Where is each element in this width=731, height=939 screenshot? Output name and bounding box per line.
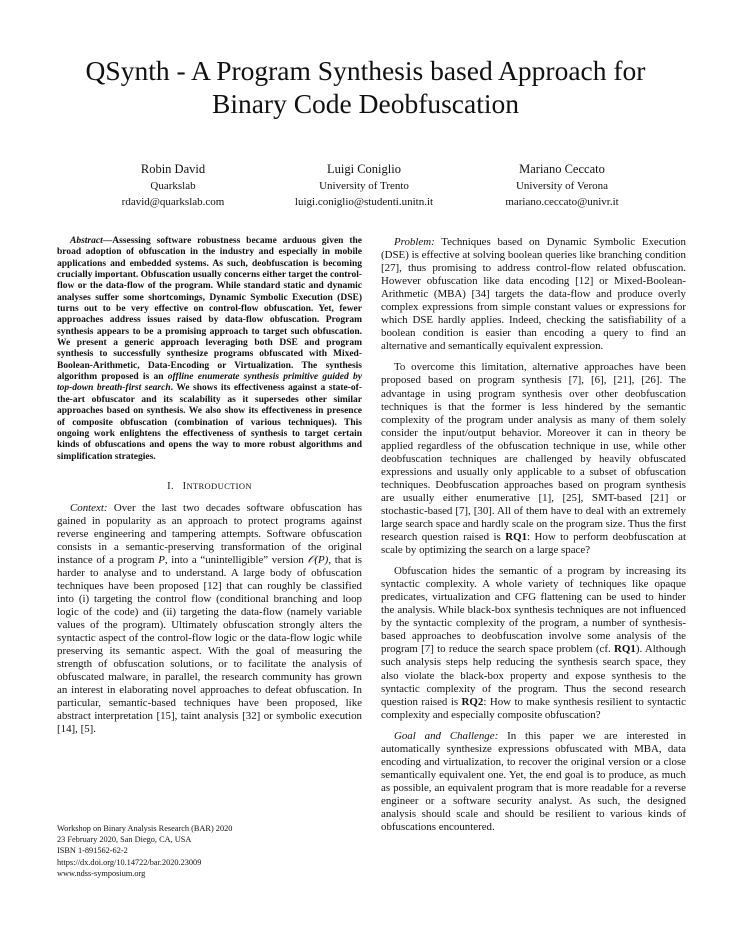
obfuscation-operator: 𝒪(P)	[307, 553, 329, 566]
author-affiliation: Quarkslab	[150, 180, 196, 192]
problem-heading: Problem:	[394, 236, 435, 248]
author-name: Mariano Ceccato	[519, 162, 605, 176]
hides-paragraph	[381, 565, 686, 722]
title-line-1: QSynth - A Program Synthesis based Approach for	[85, 55, 646, 86]
left-column	[57, 236, 362, 737]
footnote-line: ISBN 1-891562-62-2	[57, 846, 128, 856]
author-email: luigi.coniglio@studenti.unitn.it	[294, 195, 434, 208]
overcome-paragraph	[381, 361, 686, 557]
abstract-text-2: . We shows its effectiveness against a state-of-the-art obfuscator and its scalability as it supersedes other similar approaches based on synthesis. We also show its effectiveness in presence of composite obfuscation (combination of various techniques). This ongoing work enlightens the effectiveness of synthesis to target certain kinds of obfuscations and opens the way to more robust algorithms and simplification strategies.	[57, 383, 363, 462]
program-variable: P	[158, 553, 165, 566]
abstract-text-1: Assessing software robustness became arduous given the broad adoption of obfuscation in the industry and especially in mobile applications and embedded systems. As such, deobfuscation is becoming crucially important. Obfuscation usually concerns either target the control-flow or the data-flow of the program. While standard static and dynamic analyses suffer some shortcomings, Dynamic Symbolic Execution (DSE) turns out to be very effective on control-flow obfuscation. Yet, fewer approaches address issues raised by data-flow obfuscation. Program synthesis appears to be a promising approach to target such obfuscation. We present a generic approach leveraging both DSE and program synthesis to successfully synthesize programs obfuscated with Mixed-Boolean-Arithmetic, Data-Encoding or Virtualization. The synthesis algorithm proposed is an	[57, 236, 362, 383]
hides-text-3: : How to make synthesis resilient to syntactic complexity and especially composite obfuscation?	[381, 695, 686, 721]
rq2-label: RQ2	[461, 695, 484, 708]
abstract-dash: —	[102, 236, 113, 246]
section-initial: I	[182, 480, 187, 492]
intro-context-paragraph	[57, 502, 362, 737]
problem-paragraph	[381, 236, 686, 353]
venue-footnote	[57, 823, 357, 879]
overcome-text-1: To overcome this limitation, alternative approaches have been proposed based on program synthesis [7], [6], [21], [26]. The advantage in using program synthesis over other deobfuscation techniques is that the former is less hindered by the semantic complexity of the program under analysis as many of them solely consider the input/output behavior. Moreover it can in theory be applied regardless of the obfuscation technique in use, while other deobfuscation techniques are challenged by heavily obfuscated expressions and usually only applicable to a subset of obfuscation techniques. Deobfuscation approaches based on program synthesis are usually either enumerative [1], [25], SMT-based [21] or stochastic-based [7], [30]. All of them have to deal with an extremely large search space and hardly scale on the program size. Thus the first research question raised is	[381, 361, 686, 544]
footnote-line: Workshop on Binary Analysis Research (BAR) 2020	[57, 824, 233, 833]
footnote-website-link[interactable]: www.ndss-symposium.org	[57, 868, 146, 878]
goal-paragraph	[381, 730, 686, 834]
title-line-2: Binary Code Deobfuscation	[211, 88, 519, 119]
context-text-1: Over the last two decades software obfuscation has gained in popularity as an approach to protect programs against reverse engineering and tampering attempts. Software obfuscation consists in a semantic-preserving transformation of the original instance of a program	[57, 501, 362, 566]
author-affiliation: University of Verona	[515, 180, 609, 192]
footnote-line: 23 February 2020, San Diego, CA, USA	[57, 835, 192, 845]
context-heading: Context:	[70, 501, 108, 514]
hides-text-1: Obfuscation hides the semantic of a program by increasing its syntactic complexity. A whole variety of techniques like opaque predicates, virtualization and CFG flattening can be used to hinder the analysis. While black-box synthesis techniques are not influenced by the syntactic complexity of the program, a number of synthesis-based approaches to deobfuscation involve some analysis of the program [7] to reduce the search space problem (cf.	[381, 565, 686, 656]
goal-heading: Goal and Challenge:	[394, 729, 499, 742]
author-email: mariano.ceccato@univr.it	[505, 195, 619, 208]
right-column	[381, 236, 686, 834]
overcome-text-2: : How to perform deobfuscation at scale by optimizing the search on a large space?	[381, 531, 686, 557]
hides-text-2: ). Although such analysis steps help reducing the synthesis search space, they also violate the black-box property and expose synthesis to the syntactic complexity of the program. Thus the second research question raised is	[381, 643, 686, 708]
section-rest: NTRODUCTION	[186, 480, 252, 491]
problem-text: Techniques based on Dynamic Symbolic Execution (DSE) is effective at solving boolean queries like branching condition [27], thus promising to address control-flow related obfuscation. However obfuscation like data encoding [12] or Mixed-Boolean-Arithmetic (MBA) [34] targets the data-flow and produce overly complex expressions from simple constant values or expressions for which DSE hardly applies. Indeed, checking the satisfiability of a boolean condition is easier than encoding a query to find an alternative and semantically equivalent expression.	[381, 236, 686, 353]
paper-title	[40, 54, 691, 120]
footnote-doi-link[interactable]: https://dx.doi.org/10.14722/bar.2020.23009	[57, 857, 202, 867]
section-numeral: I.	[167, 480, 174, 492]
author-2	[254, 161, 474, 210]
rq1-reference: RQ1	[614, 643, 636, 656]
author-email: rdavid@quarkslab.com	[121, 195, 225, 208]
rq1-label: RQ1	[505, 531, 528, 544]
section-heading-introduction	[57, 480, 362, 494]
context-text-2: , into a “unintelligible” version	[164, 553, 308, 566]
abstract-emphasis: offline enumerate synthesis primitive guided by top-down breath-first search	[57, 372, 362, 394]
abstract	[57, 236, 362, 463]
author-name: Luigi Coniglio	[327, 162, 401, 176]
author-1	[63, 161, 283, 210]
author-3	[452, 161, 672, 210]
goal-text: In this paper we are interested in automatically synthesize expressions obfuscated with MBA, data encoding and virtualization, to recover the original version or a close semantically equivalent one. Yet, the end goal is to produce, as much as possible, an equivalent program that is more readable for a reverse engineer or a software security analyst. As such, the designed analysis should scale and should be resilient to various kinds of obfuscations encountered.	[381, 729, 686, 834]
author-affiliation: University of Trento	[319, 180, 409, 192]
author-name: Robin David	[140, 162, 206, 176]
context-text-3: , that is harder to analyse and to understand. A large body of obfuscation techniques have been proposed [12] that can roughly be classified into (i) targeting the control flow (conditional branching and loop logic of the code) and (ii) targeting the data-flow (namely variable values of the program). Ultimately obfuscation strongly alters the syntactic aspect of the control-flow logic or the data-flow logic while preserving its semantic aspect. With the goal of measuring the strength of obfuscation solutions, or to facilitate the analysis of obfuscated malware, in parallel, the research community has grown an interest in elaborating novel approaches to defeat obfuscation. In particular, semantic-based techniques have been proposed, like abstract interpretation [15], taint analysis [32] or symbolic execution [14], [5].	[57, 553, 362, 736]
abstract-heading: Abstract	[70, 236, 103, 246]
